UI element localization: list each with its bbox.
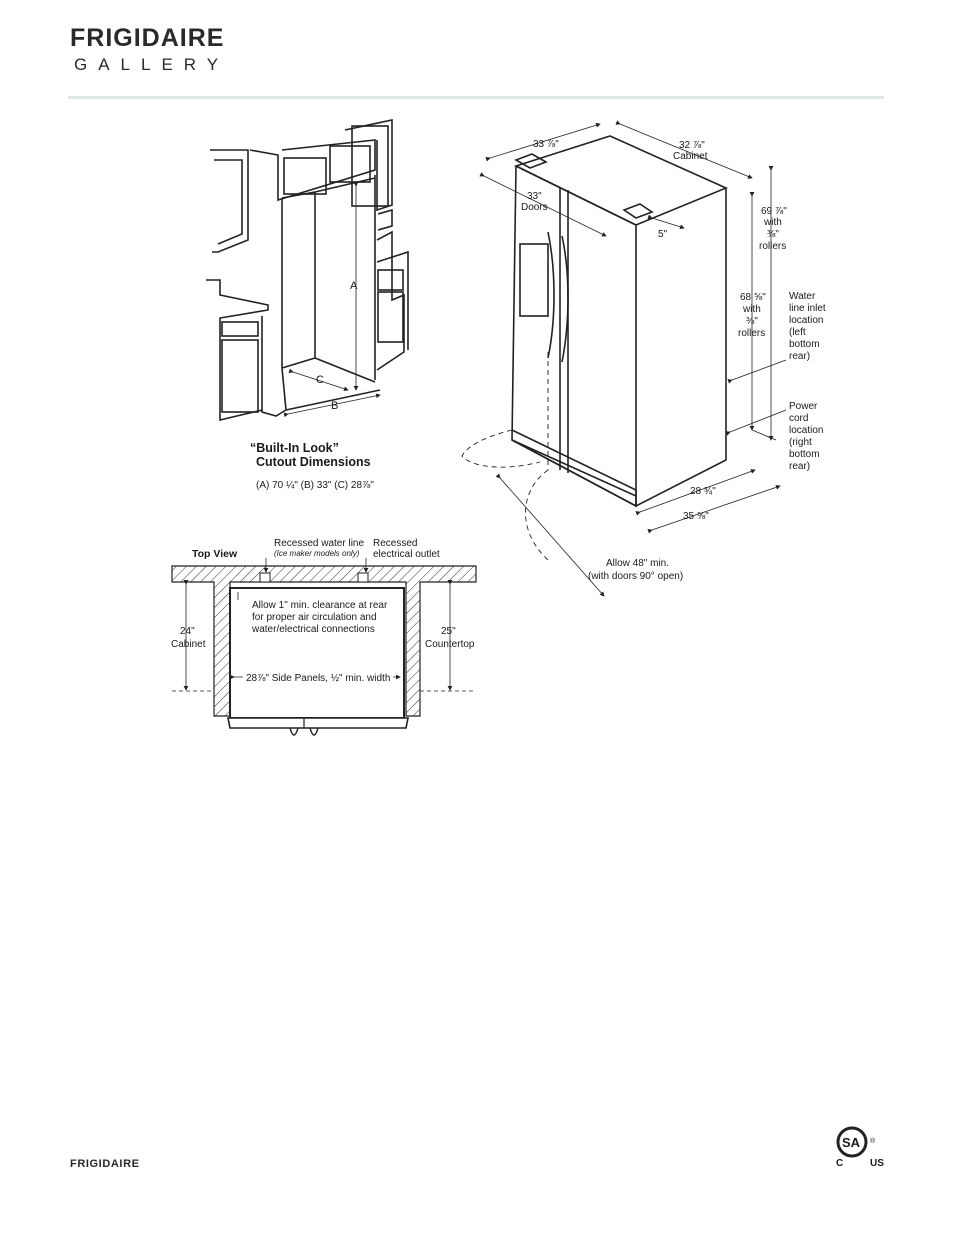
cutout-label-b: B — [331, 400, 339, 412]
clearance-line-1: Allow 1" min. clearance at rear — [252, 600, 388, 611]
brand-sub: GALLERY — [74, 55, 230, 74]
countertop-depth-value: 25" — [441, 626, 456, 637]
height-cabinet-2: with — [743, 304, 761, 315]
power-cord-line-2: cord — [789, 413, 809, 424]
depth-cabinet-value: 32 ⅞" — [679, 140, 705, 151]
csa-logo-text: SA — [842, 1135, 861, 1150]
csa-us: US — [870, 1158, 884, 1169]
cutout-dims: (A) 70 ¼" (B) 33" (C) 28⅞" — [256, 480, 374, 491]
depth-1: 28 ¾" — [690, 486, 716, 497]
cutout-illustration — [206, 120, 408, 420]
height-total-3: ⅜" — [767, 229, 779, 240]
power-cord-line-4: (right — [789, 437, 812, 448]
csa-logo-icon — [836, 1126, 888, 1160]
height-total-4: rollers — [759, 241, 787, 252]
cutout-label-a: A — [350, 280, 358, 292]
width-doors-top: 33 ⅞" — [533, 139, 559, 150]
water-inlet-line-3: location — [789, 315, 824, 326]
door-swing-arcs — [462, 352, 548, 560]
clearance-line-3: water/electrical connections — [252, 624, 375, 635]
power-cord-line-5: bottom — [789, 449, 820, 460]
water-inlet-line-1: Water — [789, 291, 816, 302]
countertop-depth-label: Countertop — [425, 639, 475, 650]
water-line-note: (Ice maker models only) — [274, 549, 360, 558]
height-cabinet-4: rollers — [738, 328, 766, 339]
topview-title: Top View — [192, 548, 238, 560]
csa-c: C — [836, 1158, 844, 1169]
doors-label: Doors — [521, 202, 548, 213]
water-inlet-note — [789, 291, 826, 362]
outlet-label-1: Recessed — [373, 538, 418, 549]
water-inlet-line-5: bottom — [789, 339, 820, 350]
fridge-illustration — [512, 136, 726, 506]
csa-registered: ® — [870, 1138, 876, 1145]
outlet-label-2: electrical outlet — [373, 549, 440, 560]
cabinet-depth-label: Cabinet — [171, 639, 206, 650]
door-clearance-2: (with doors 90° open) — [588, 571, 684, 582]
water-line-label: Recessed water line — [274, 538, 365, 549]
csa-certification-mark — [836, 1126, 888, 1172]
power-cord-line-3: location — [789, 425, 824, 436]
cabinet-depth-value: 24" — [180, 626, 195, 637]
doors-value: 33" — [527, 191, 542, 202]
power-cord-line-1: Power — [789, 401, 818, 412]
brand-name: FRIGIDAIRE — [70, 24, 225, 52]
depth-2: 35 ⅝" — [683, 511, 709, 522]
height-total-2: with — [764, 217, 782, 228]
side-panels-label: 28⅞" Side Panels, ½" min. width — [246, 673, 391, 684]
cutout-dimension-lines — [288, 186, 380, 414]
door-clearance-1: Allow 48" min. — [606, 558, 670, 569]
clearance-line-2: for proper air circulation and — [252, 612, 377, 623]
water-inlet-line-6: rear) — [789, 351, 811, 362]
cutout-label-c: C — [316, 374, 324, 386]
height-cabinet-1: 68 ⅝" — [740, 292, 766, 303]
footer-brand: FRIGIDAIRE — [70, 1158, 140, 1170]
depth-cabinet-label: Cabinet — [673, 151, 708, 162]
water-inlet-line-4: (left — [789, 327, 806, 338]
water-inlet-line-2: line inlet — [789, 303, 826, 314]
height-cabinet-3: ⅜" — [746, 316, 758, 327]
power-cord-note — [789, 401, 823, 472]
height-total-1: 69 ⅞" — [761, 206, 787, 217]
power-cord-line-6: rear) — [789, 461, 811, 472]
cutout-title-line2: Cutout Dimensions — [256, 455, 371, 469]
offset-value: 5" — [658, 229, 668, 240]
cutout-title-line1: “Built-In Look” — [250, 441, 339, 455]
